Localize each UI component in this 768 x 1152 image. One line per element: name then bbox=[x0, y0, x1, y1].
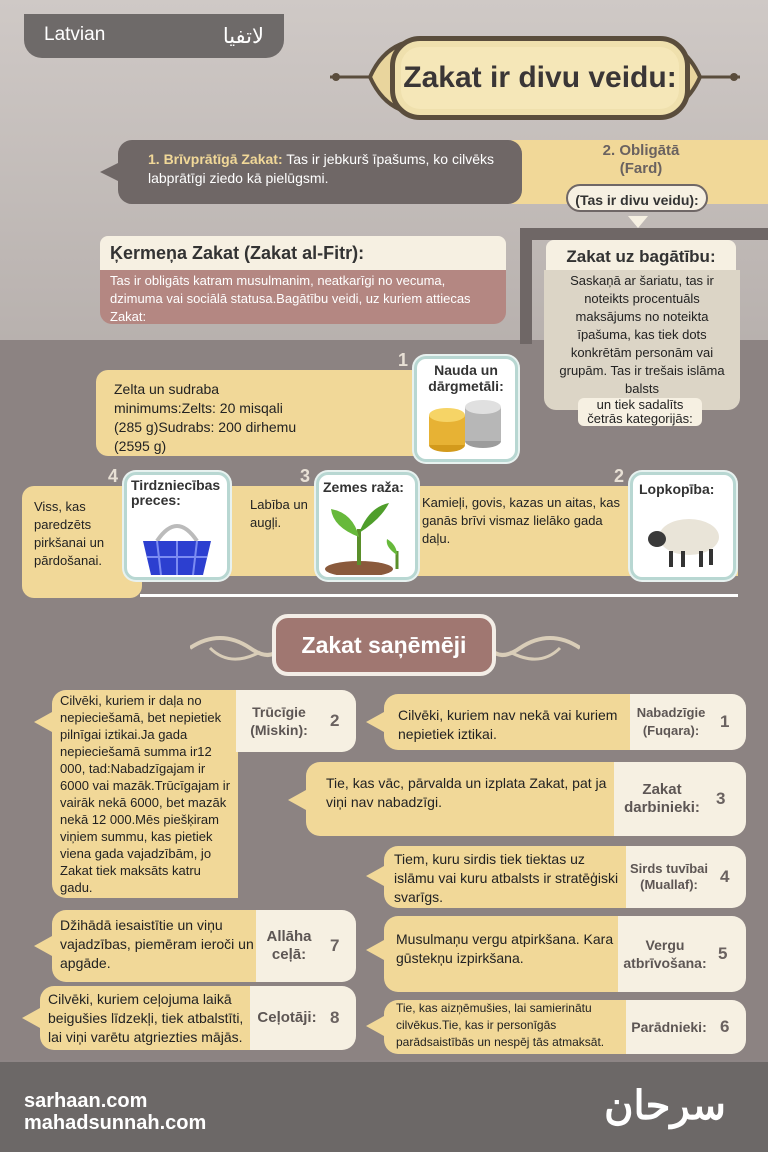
trade-card bbox=[124, 472, 230, 580]
site-link-mahadsunnah[interactable]: mahadsunnah.com bbox=[24, 1112, 207, 1134]
recipient-2-number: 2 bbox=[330, 711, 340, 730]
coins-icon bbox=[417, 397, 513, 457]
trade-text: Viss, kas paredzēts pirkšanai un pārdošanai. bbox=[22, 486, 142, 598]
recipient-7-tab bbox=[256, 910, 356, 982]
category-2-number: 2 bbox=[614, 466, 625, 486]
money-text: Zelta un sudraba minimums:Zelts: 20 misqali (285 g)Sudrabs: 200 dirhemu (2595 g) bbox=[96, 370, 426, 456]
recipient-4-arrow bbox=[366, 866, 384, 886]
recipient-4-number: 4 bbox=[720, 867, 730, 886]
recipient-1-number: 1 bbox=[720, 712, 730, 731]
recipient-6-tab bbox=[626, 1000, 746, 1054]
bracket-vertical bbox=[520, 228, 532, 344]
bracket-horizontal bbox=[520, 228, 768, 240]
divider-line bbox=[140, 594, 738, 597]
wealth-zakat-box bbox=[544, 270, 740, 410]
recipient-6-arrow bbox=[366, 1016, 384, 1036]
money-card bbox=[414, 356, 518, 462]
category-3-number: 3 bbox=[300, 466, 311, 486]
language-tab bbox=[24, 14, 284, 58]
body-zakat-text: Tas ir obligāts katram musulmanim, neatkarīgi no vecuma, dzimuma vai sociālā statusa.Bagātību veidi, uz kuriem attiecas Zakat: bbox=[100, 270, 506, 324]
crops-text: Labība un augļi. bbox=[250, 497, 308, 530]
voluntary-box bbox=[118, 140, 522, 204]
livestock-label: Lopkopība: bbox=[639, 481, 715, 497]
wealth-zakat-text2: un tiek sadalīts četrās kategorijās: bbox=[578, 398, 702, 426]
wealth-zakat-text: Saskaņā ar šariatu, tas ir noteikts procentuāls maksājums no noteikta īpašuma, kas tiek dots konkrētām personām vai grupām. Tas ir trešais islāma balsts bbox=[559, 273, 725, 396]
recipients-title: Zakat saņēmēji bbox=[272, 614, 496, 676]
language-name: Latvian bbox=[44, 24, 106, 45]
voluntary-text: Tas ir jebkurš īpašums, ko cilvēks labprātīgi ziedo kā pielūgsmi. bbox=[148, 151, 494, 186]
obligatory-label: 2. Obligātā (Fard) bbox=[602, 142, 680, 177]
recipient-4-text: Tiem, kuru sirdis tiek tiektas uz islāmu vai kuru atbalsts ir stratēģiski svarīgs. bbox=[384, 846, 634, 908]
recipient-5-tab bbox=[618, 916, 746, 992]
trade-label: Tirdzniecības preces: bbox=[131, 477, 221, 508]
recipient-3-label: Zakat darbinieki: bbox=[624, 781, 700, 816]
recipient-7-text: Džihādā iesaistītie un viņu vajadzības, piemēram ieroči un apgāde. bbox=[52, 910, 262, 982]
recipient-3-arrow bbox=[288, 790, 306, 810]
crops-card bbox=[316, 472, 418, 580]
recipient-5-number: 5 bbox=[718, 944, 728, 963]
voluntary-arrow bbox=[100, 162, 120, 182]
site-link-sarhaan[interactable]: sarhaan.com bbox=[24, 1090, 148, 1112]
recipient-2-text: Cilvēki, kuriem ir daļa no nepieciešamā, bet nepietiek pilnīgai iztikai.Ja gada nepieciešamā summa ir12 000, tad:Nabadzīgajam ir 6000 vai mazāk.Trūcīgajam ir vairāk nekā 6000, bet mazāk nekā 12 000.Mēs piešķiram viņiem summu, kas pietiek viena gada vajadzībām, jo Zakat tiek maksāts katru gadu. bbox=[52, 690, 238, 898]
recipient-8-arrow bbox=[22, 1008, 40, 1028]
recipient-1-text: Cilvēki, kuriem nav nekā vai kuriem nepietiek iztikai. bbox=[384, 694, 640, 750]
recipient-4-tab bbox=[626, 846, 746, 908]
recipient-7-number: 7 bbox=[330, 936, 340, 955]
livestock-text: Kamieļi, govis, kazas un aitas, kas ganās brīvi vismaz lielāko gada daļu. bbox=[422, 495, 620, 546]
recipient-8-number: 8 bbox=[330, 1008, 340, 1027]
recipient-4-label: Sirds tuvībai (Muallaf): bbox=[629, 861, 709, 892]
recipient-6-text: Tie, kas aizņēmušies, lai samierinātu cilvēkus.Tie, kas ir personīgās parādsaistībās un nespēj tās atmaksāt. bbox=[384, 1000, 632, 1054]
recipient-2-tab bbox=[236, 690, 356, 752]
recipient-1-arrow bbox=[366, 712, 384, 732]
recipient-5-label: Vergu atbrīvošana: bbox=[623, 937, 707, 971]
recipient-2-arrow bbox=[34, 712, 52, 732]
crops-label: Zemes raža: bbox=[323, 479, 404, 495]
recipient-6-label: Parādnieki: bbox=[631, 1019, 707, 1035]
recipient-1-label: Nabadzīgie (Fuqara): bbox=[636, 705, 706, 738]
recipient-5-arrow bbox=[366, 940, 384, 960]
logo: سرحان bbox=[604, 1084, 726, 1128]
recipient-3-number: 3 bbox=[716, 789, 726, 808]
recipient-5-text: Musulmaņu vergu atpirkšana. Kara gūstekņu izpirkšana. bbox=[384, 916, 626, 992]
language-arabic: لاتفيا bbox=[222, 25, 264, 48]
recipient-2-label: Trūcīgie (Miskin): bbox=[250, 704, 308, 738]
livestock-card bbox=[630, 472, 736, 580]
money-label: Nauda un dārgmetāli: bbox=[428, 362, 504, 394]
page-title: Zakat ir divu veidu: bbox=[390, 36, 690, 120]
body-zakat-title: Ķermeņa Zakat (Zakat al-Fitr): bbox=[100, 236, 506, 270]
recipient-8-tab bbox=[250, 986, 356, 1050]
recipient-8-text: Cilvēki, kuriem ceļojuma laikā beigušies līdzekļi, tiek atbalstīti, lai viņi varētu atgriezties mājās. bbox=[40, 986, 256, 1050]
wealth-zakat-title: Zakat uz bagātību: bbox=[546, 240, 736, 274]
recipient-3-tab bbox=[614, 762, 746, 836]
recipient-1-tab bbox=[630, 694, 746, 750]
sprout-icon bbox=[319, 499, 415, 575]
obligatory-sub: (Tas ir divu veidu): bbox=[566, 184, 708, 212]
category-1-number: 1 bbox=[398, 350, 409, 370]
sheep-icon bbox=[633, 503, 733, 573]
recipient-8-label: Ceļotāji: bbox=[257, 1009, 317, 1026]
recipient-7-label: Allāha ceļā: bbox=[266, 928, 312, 963]
recipient-6-number: 6 bbox=[720, 1017, 730, 1036]
basket-icon bbox=[127, 511, 227, 579]
voluntary-label: 1. Brīvprātīgā Zakat: bbox=[148, 151, 283, 167]
recipient-3-text: Tie, kas vāc, pārvalda un izplata Zakat, pat ja viņi nav nabadzīgi. bbox=[306, 762, 622, 836]
recipient-7-arrow bbox=[34, 936, 52, 956]
category-4-number: 4 bbox=[108, 466, 119, 486]
